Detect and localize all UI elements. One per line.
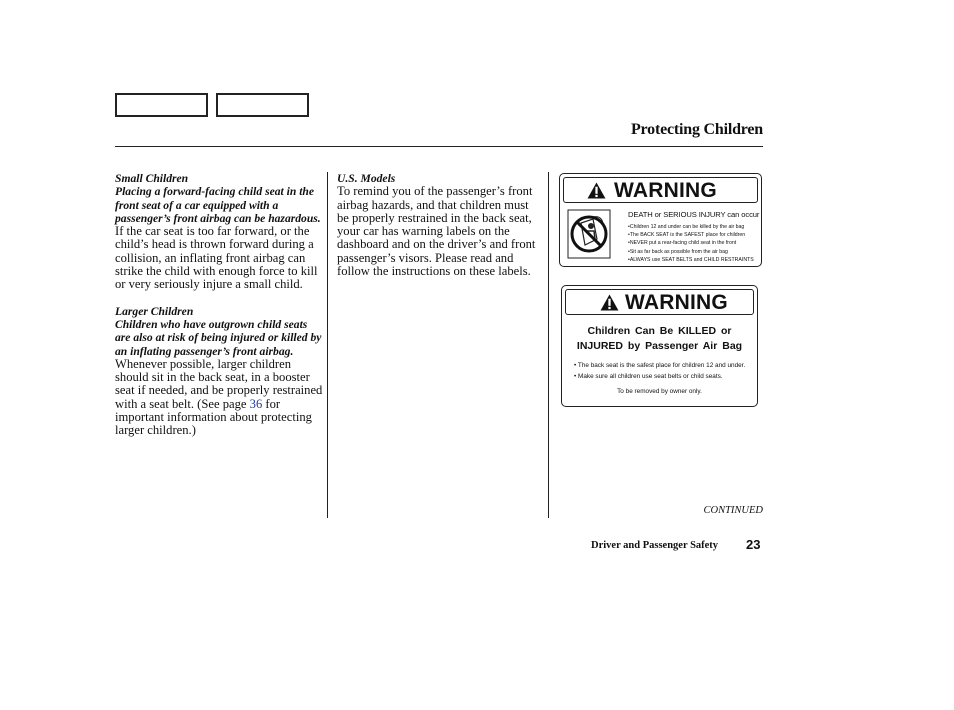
warning-label-visor <box>559 173 762 267</box>
small-children-paragraph <box>115 185 323 291</box>
warning-label-dashboard <box>561 285 758 407</box>
larger-children-body: Whenever possible, larger children should sit in the back seat, in a booster seat if needed, and be properly restrained with a seat belt. (See page <box>115 356 323 411</box>
list-item: • NEVER put a rear-facing child seat in the front <box>628 239 754 247</box>
page-36-link[interactable]: 36 <box>249 396 263 411</box>
left-column <box>115 172 323 438</box>
list-item: • The back seat is the safest place for children 12 and under. <box>574 360 745 371</box>
column-divider-2 <box>548 172 549 518</box>
list-item: • Children 12 and under can be killed by the air bag <box>628 223 754 231</box>
column-divider-1 <box>327 172 328 518</box>
label1-headline: DEATH or SERIOUS INJURY can occur <box>628 210 760 219</box>
larger-children-heading: Larger Children <box>115 304 194 318</box>
warning-label-header <box>563 177 758 203</box>
label2-headline <box>562 324 757 354</box>
warning-header-text: WARNING <box>625 291 728 314</box>
small-children-lead: Placing a forward-facing child seat in the front seat of a car equipped with a passenger’s front airbag can be hazardous. <box>115 185 321 225</box>
warning-triangle-icon <box>587 182 606 199</box>
warning-triangle-icon <box>600 294 619 311</box>
warning-label-header <box>565 289 754 315</box>
larger-children-body-end: for important information about protecting larger children.) <box>115 396 312 438</box>
no-rear-facing-seat-icon <box>567 209 611 259</box>
next-page-button[interactable] <box>216 93 309 117</box>
warning-header-text: WARNING <box>614 179 717 202</box>
label2-headline-line-1: Children Can Be KILLED or <box>587 325 732 337</box>
label2-footer: To be removed by owner only. <box>617 388 702 395</box>
small-children-heading: Small Children <box>115 172 189 185</box>
list-item: • ALWAYS use SEAT BELTS and CHILD RESTRAINTS <box>628 256 754 264</box>
label1-list <box>628 223 754 264</box>
list-item: • Sit as far back as possible from the air bag <box>628 248 754 256</box>
page-title: Protecting Children <box>630 121 763 138</box>
continued-note: CONTINUED <box>703 505 763 516</box>
footer-section-name: Driver and Passenger Safety <box>591 540 719 551</box>
title-divider <box>115 146 763 147</box>
label2-headline-line-2: INJURED by Passenger Air Bag <box>576 340 743 352</box>
larger-children-paragraph <box>115 318 323 438</box>
larger-children-lead: Children who have outgrown child seats are also at risk of being injured or killed by an inflating passenger’s front airbag. <box>115 317 322 358</box>
small-children-body: If the car seat is too far forward, or the child’s head is thrown forward during a collision, an inflating front airbag can strike the child with enough force to kill or very seriously injure a small child. <box>115 224 318 292</box>
us-models-heading: U.S. Models <box>337 172 396 185</box>
label2-list <box>574 360 745 382</box>
list-item: • The BACK SEAT is the SAFEST place for children <box>628 231 754 239</box>
list-item: • Make sure all children use seat belts or child seats. <box>574 371 745 382</box>
us-models-body: To remind you of the passenger’s front airbag hazards, and that children must be properly restrained in the back seat, your car has warning labels on the dashboard and on the driver’s and front passenger’s visors. Please read and follow the instructions on these labels. <box>337 184 536 279</box>
middle-column <box>337 172 542 278</box>
previous-page-button[interactable] <box>115 93 208 117</box>
page-number: 23 <box>746 537 761 552</box>
